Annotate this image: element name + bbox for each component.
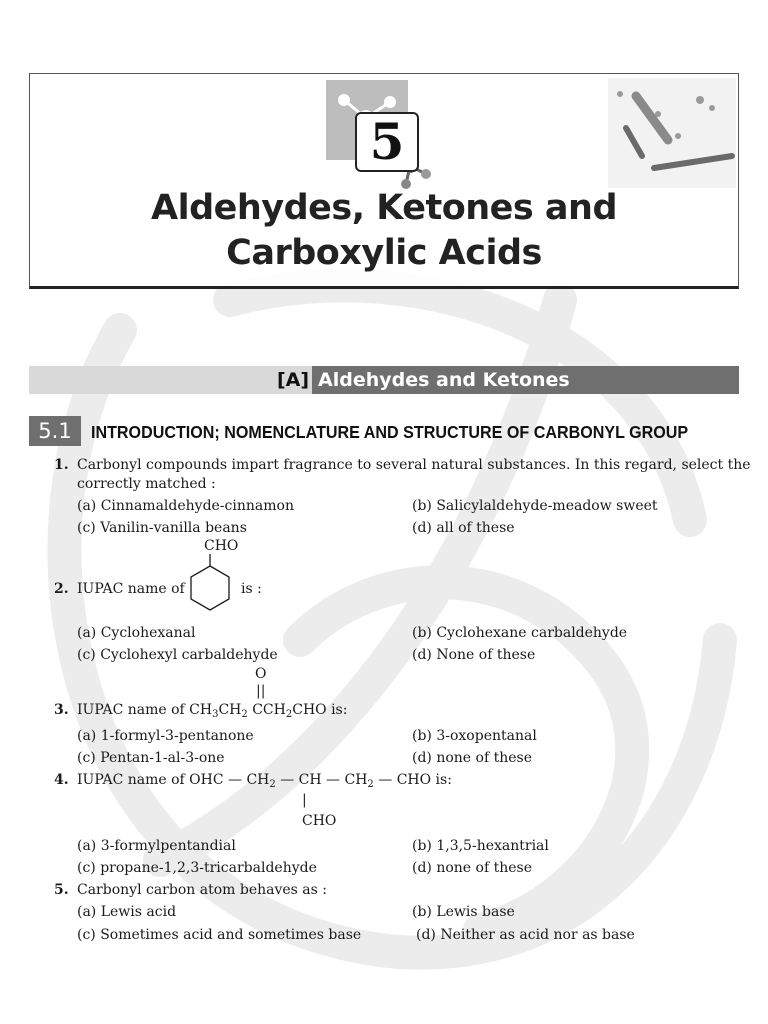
option-a[interactable]: (a) Cinnamaldehyde-cinnamon [77, 498, 294, 514]
option-b[interactable]: (b) Cyclohexane carbaldehyde [412, 625, 628, 641]
option-b[interactable]: (b) Lewis base [412, 904, 515, 920]
question-number: 4. [54, 772, 69, 788]
branch-bond: | [302, 792, 307, 808]
double-bond: || [256, 683, 266, 699]
question-number: 3. [54, 702, 69, 718]
question-text: Carbonyl carbon atom behaves as : [77, 882, 327, 898]
chapter-title-line-1: Aldehydes, Ketones and [151, 188, 617, 228]
oxygen-atom: O [255, 666, 267, 682]
branch-group: CHO [302, 813, 337, 829]
question-text: is : [241, 581, 262, 597]
chapter-title-line-2: Carboxylic Acids [226, 233, 542, 273]
option-a[interactable]: (a) Lewis acid [77, 904, 177, 920]
option-a[interactable]: (a) Cyclohexanal [77, 625, 196, 641]
option-a[interactable]: (a) 1-formyl-3-pentanone [77, 728, 254, 744]
section-heading-bar [29, 366, 739, 394]
chapter-title [29, 186, 739, 276]
test-tubes-decoration [608, 78, 736, 188]
question-text: correctly matched : [77, 476, 216, 492]
question-number: 1. [54, 457, 69, 473]
section-tag: [A] [277, 369, 310, 391]
subsection-number: 5.1 [29, 416, 81, 446]
question-text: Carbonyl compounds impart fragrance to several natural substances. In this regard, select the [77, 457, 751, 473]
option-b[interactable]: (b) Salicylaldehyde-meadow sweet [412, 498, 658, 514]
option-d[interactable]: (d) None of these [412, 647, 536, 663]
option-c[interactable]: (c) propane-1,2,3-tricarbaldehyde [77, 860, 317, 876]
question-number: 5. [54, 882, 69, 898]
chapter-number: 5 [355, 112, 419, 172]
option-d[interactable]: (d) none of these [412, 750, 532, 766]
option-b[interactable]: (b) 3-oxopentanal [412, 728, 537, 744]
option-a[interactable]: (a) 3-formylpentandial [77, 838, 236, 854]
question-number: 2. [54, 581, 69, 597]
cho-substituent: CHO [204, 538, 239, 554]
option-c[interactable]: (c) Pentan-1-al-3-one [77, 750, 225, 766]
option-b[interactable]: (b) 1,3,5-hexantrial [412, 838, 549, 854]
question-text: IUPAC name of [77, 581, 185, 597]
question-formula: IUPAC name of $CH_3CH_2$ $CCH_2CHO$ is: [77, 702, 348, 720]
option-d[interactable]: (d) Neither as acid nor as base [416, 927, 635, 943]
option-c[interactable]: (c) Cyclohexyl carbaldehyde [77, 647, 278, 663]
question-formula: IUPAC name of OHC — $CH_2$ — CH — $CH_2$ — CHO is: [77, 772, 452, 790]
subsection-title: INTRODUCTION; NOMENCLATURE AND STRUCTURE OF CARBONYL GROUP [91, 422, 689, 442]
section-title: Aldehydes and Ketones [318, 369, 570, 391]
option-d[interactable]: (d) all of these [412, 520, 515, 536]
option-d[interactable]: (d) none of these [412, 860, 532, 876]
option-c[interactable]: (c) Sometimes acid and sometimes base [77, 927, 362, 943]
cyclohexane-ring [185, 552, 235, 612]
option-c[interactable]: (c) Vanilin-vanilla beans [77, 520, 247, 536]
